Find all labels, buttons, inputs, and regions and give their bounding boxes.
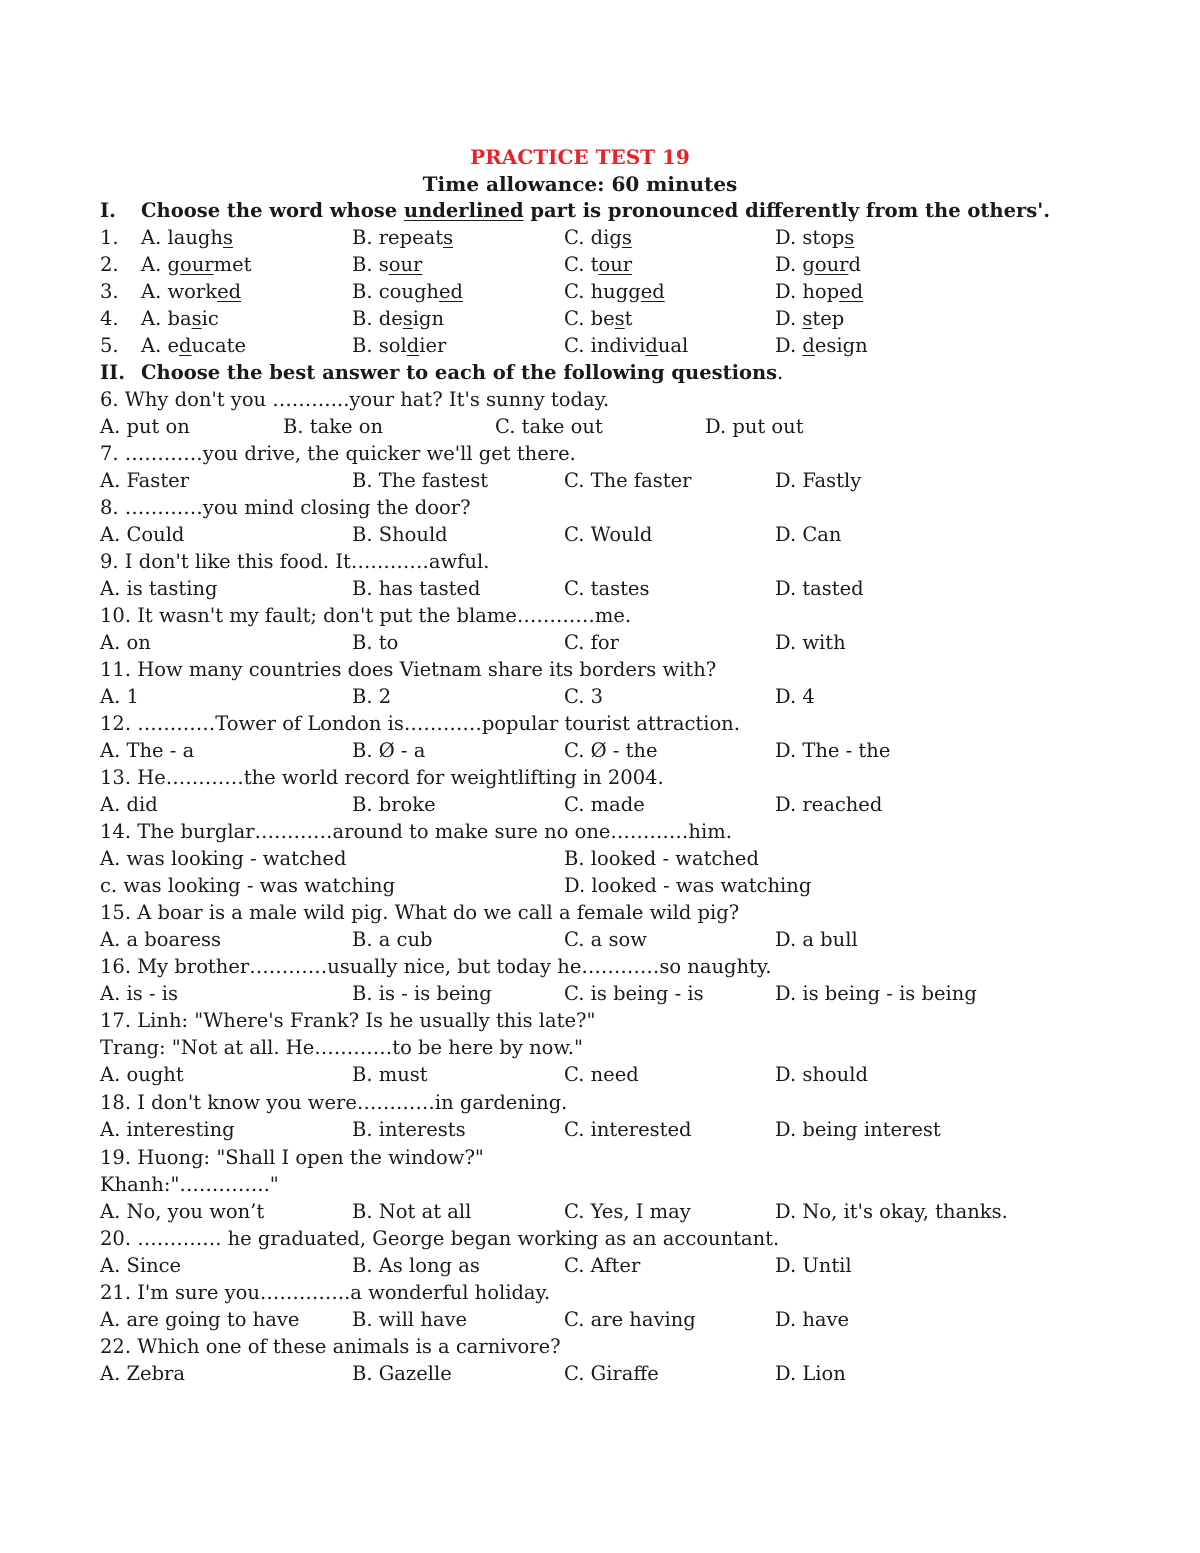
answer-option: A. No, you won’t [100, 1200, 265, 1223]
answer-option: B. will have [352, 1308, 468, 1331]
option-suffix: tep [812, 307, 845, 330]
question-text: 20. …………. he graduated, George began working as an accountant. [100, 1227, 780, 1250]
answer-option: C. for [564, 631, 619, 654]
option-suffix: t [624, 307, 633, 330]
option-label: D. hop [775, 280, 840, 303]
option-label: C. indivi [564, 334, 646, 357]
answer-option: D. No, it's okay, thanks. [775, 1200, 1008, 1223]
answer-option: C. Would [564, 523, 653, 546]
answer-option: C. After [564, 1254, 641, 1277]
answer-option: C. tastes [564, 577, 650, 600]
section-1-heading [100, 198, 1050, 224]
question-text: 17. Linh: "Where's Frank? Is he usually this late?" [100, 1009, 596, 1032]
answer-option [352, 279, 463, 305]
answer-option: B. must [352, 1063, 428, 1086]
answer-option [564, 306, 633, 332]
section-2-number: II. [100, 361, 126, 384]
question-text: 8. …………you mind closing the door? [100, 496, 471, 519]
underlined-part: ed [439, 280, 464, 303]
option-label: C. t [564, 253, 599, 276]
answer-option [775, 252, 861, 278]
section-1-instruction-post: part is pronounced differently from the others'. [523, 199, 1051, 222]
answer-option: D. looked - was watching [564, 874, 812, 897]
underlined-part: our [598, 253, 633, 276]
question-text: 14. The burglar…………around to make sure no one…………him. [100, 820, 732, 843]
question-text: Trang: "Not at all. He…………to be here by now." [100, 1036, 583, 1059]
underlined-part: s [614, 307, 625, 330]
answer-option [141, 225, 233, 251]
underlined-part: our [179, 253, 214, 276]
answer-option: C. The faster [564, 469, 692, 492]
answer-option: D. have [775, 1308, 850, 1331]
option-suffix: met [213, 253, 252, 276]
answer-option: C. a sow [564, 928, 647, 951]
answer-option: A. is tasting [100, 577, 218, 600]
option-label: D. [775, 307, 803, 330]
answer-option: D. is being - is being [775, 982, 977, 1005]
option-suffix: ier [419, 334, 447, 357]
option-label: D. g [775, 253, 815, 276]
option-suffix: ign [412, 307, 445, 330]
answer-option: B. Gazelle [352, 1362, 452, 1385]
answer-option: c. was looking - was watching [100, 874, 396, 897]
answer-option: B. a cub [352, 928, 433, 951]
answer-option [564, 225, 632, 251]
question-text: 10. It wasn't my fault; don't put the blame…………me. [100, 604, 632, 627]
underlined-part: s [844, 226, 855, 249]
question-row [100, 279, 864, 305]
test-title: PRACTICE TEST 19 [470, 145, 690, 169]
answer-option: D. Lion [775, 1362, 846, 1385]
option-suffix: ucate [191, 334, 246, 357]
answer-option: B. Ø - a [352, 739, 426, 762]
answer-option: B. is - is being [352, 982, 492, 1005]
answer-option: C. interested [564, 1118, 692, 1141]
answer-option [564, 279, 665, 305]
underlined-part: ed [839, 280, 864, 303]
answer-option: A. ought [100, 1063, 184, 1086]
section-1-number: I. [100, 199, 116, 222]
underlined-part: ed [217, 280, 242, 303]
option-label: C. dig [564, 226, 622, 249]
question-text: 7. …………you drive, the quicker we'll get there. [100, 442, 576, 465]
question-text: 15. A boar is a male wild pig. What do we call a female wild pig? [100, 901, 740, 924]
answer-option: D. Can [775, 523, 842, 546]
answer-option: B. looked - watched [564, 847, 759, 870]
answer-option [564, 333, 688, 359]
answer-option: D. reached [775, 793, 883, 816]
answer-option: A. Zebra [100, 1362, 185, 1385]
question-number: 2. [100, 253, 119, 276]
answer-option: A. was looking - watched [100, 847, 347, 870]
section-2-instruction: Choose the best answer to each of the following questions [141, 361, 778, 384]
answer-option: A. is - is [100, 982, 178, 1005]
underlined-part: d [406, 334, 420, 357]
answer-option: B. Not at all [352, 1200, 472, 1223]
section-1-instruction-underlined: underlined [403, 199, 524, 222]
question-text: 16. My brother…………usually nice, but today he…………so naughty. [100, 955, 772, 978]
answer-option: B. interests [352, 1118, 466, 1141]
answer-option: C. need [564, 1063, 639, 1086]
section-1-instruction-pre: Choose the word whose [141, 199, 404, 222]
answer-option: A. a boaress [100, 928, 222, 951]
underlined-part: our [388, 253, 423, 276]
answer-option: C. is being - is [564, 982, 704, 1005]
option-label: C. hugg [564, 280, 641, 303]
answer-option: B. The fastest [352, 469, 489, 492]
answer-option: A. Could [100, 523, 185, 546]
answer-option [141, 333, 246, 359]
option-suffix: esign [814, 334, 868, 357]
answer-option [352, 225, 453, 251]
question-text: 6. Why don't you ………...your hat? It's sunny today. [100, 388, 610, 411]
answer-option: A. put on [100, 415, 190, 438]
answer-option: C. made [564, 793, 645, 816]
question-number: 1. [100, 226, 119, 249]
question-text: Khanh:"………….." [100, 1173, 279, 1196]
question-text: 12. …………Tower of London is…………popular tourist attraction. [100, 712, 740, 735]
underlined-part: s [191, 307, 202, 330]
answer-option: C. are having [564, 1308, 696, 1331]
answer-option [775, 333, 868, 359]
option-suffix: ual [657, 334, 689, 357]
time-allowance: Time allowance: 60 minutes [422, 172, 738, 196]
question-text: 21. I'm sure you…………..a wonderful holiday. [100, 1281, 551, 1304]
option-label: A. work [141, 280, 218, 303]
underlined-part: s [443, 226, 454, 249]
option-label: A. e [141, 334, 180, 357]
answer-option [352, 252, 422, 278]
answer-option: D. a bull [775, 928, 858, 951]
answer-option: C. 3 [564, 685, 604, 708]
answer-option: A. The - a [100, 739, 195, 762]
answer-option: A. Since [100, 1254, 182, 1277]
question-text: 18. I don't know you were…………in gardening. [100, 1091, 568, 1114]
underlined-part: s [402, 307, 413, 330]
question-row [100, 252, 861, 278]
answer-option [775, 279, 863, 305]
answer-option: B. Should [352, 523, 448, 546]
answer-option: B. broke [352, 793, 436, 816]
answer-option [352, 333, 446, 359]
answer-option: B. has tasted [352, 577, 481, 600]
underlined-part: s [802, 307, 813, 330]
underlined-part: s [222, 226, 233, 249]
option-label: A. g [141, 253, 180, 276]
option-label: C. be [564, 307, 615, 330]
answer-option: D. 4 [775, 685, 815, 708]
answer-option: B. take on [283, 415, 384, 438]
answer-option: A. interesting [100, 1118, 235, 1141]
question-number: 4. [100, 307, 119, 330]
answer-option [775, 306, 844, 332]
question-text: 11. How many countries does Vietnam share its borders with? [100, 658, 717, 681]
answer-option [564, 252, 632, 278]
answer-option: B. 2 [352, 685, 392, 708]
answer-option [352, 306, 444, 332]
question-row [100, 333, 868, 359]
answer-option: D. put out [705, 415, 804, 438]
question-number: 5. [100, 334, 119, 357]
answer-option: C. take out [495, 415, 603, 438]
answer-option: B. As long as [352, 1254, 480, 1277]
question-text: 13. He…………the world record for weightlifting in 2004. [100, 766, 664, 789]
option-label: B. sol [352, 334, 407, 357]
section-2-heading [100, 360, 783, 386]
answer-option [141, 279, 241, 305]
answer-option: B. to [352, 631, 399, 654]
option-label: D. stop [775, 226, 845, 249]
underlined-part: d [802, 334, 815, 357]
question-row [100, 306, 845, 332]
underlined-part: our [814, 253, 849, 276]
answer-option: D. being interest [775, 1118, 941, 1141]
underlined-part: s [621, 226, 632, 249]
answer-option: C. Ø - the [564, 739, 658, 762]
option-label: B. s [352, 253, 389, 276]
question-text: 9. I don't like this food. It…………awful. [100, 550, 490, 573]
option-label: A. ba [141, 307, 192, 330]
underlined-part: d [645, 334, 658, 357]
option-label: D. [775, 334, 803, 357]
answer-option: A. on [100, 631, 151, 654]
option-label: B. cough [352, 280, 439, 303]
question-row [100, 225, 855, 251]
option-label: A. laugh [141, 226, 223, 249]
answer-option [775, 225, 854, 251]
answer-option: D. Fastly [775, 469, 862, 492]
section-2-instruction-end: . [777, 361, 784, 384]
answer-option [141, 252, 251, 278]
option-label: B. repeat [352, 226, 444, 249]
option-suffix: d [848, 253, 861, 276]
answer-option: D. should [775, 1063, 868, 1086]
answer-option: D. Until [775, 1254, 852, 1277]
question-number: 3. [100, 280, 119, 303]
answer-option: D. tasted [775, 577, 864, 600]
answer-option: D. with [775, 631, 846, 654]
answer-option [141, 306, 219, 332]
answer-option: C. Yes, I may [564, 1200, 691, 1223]
answer-option: A. 1 [100, 685, 139, 708]
question-text: 22. Which one of these animals is a carnivore? [100, 1335, 561, 1358]
answer-option: C. Giraffe [564, 1362, 659, 1385]
answer-option: D. The - the [775, 739, 891, 762]
option-suffix: ic [201, 307, 219, 330]
answer-option: A. are going to have [100, 1308, 300, 1331]
underlined-part: ed [640, 280, 665, 303]
underlined-part: d [179, 334, 192, 357]
answer-option: A. did [100, 793, 158, 816]
option-label: B. de [352, 307, 403, 330]
question-text: 19. Huong: "Shall I open the window?" [100, 1146, 484, 1169]
answer-option: A. Faster [100, 469, 190, 492]
